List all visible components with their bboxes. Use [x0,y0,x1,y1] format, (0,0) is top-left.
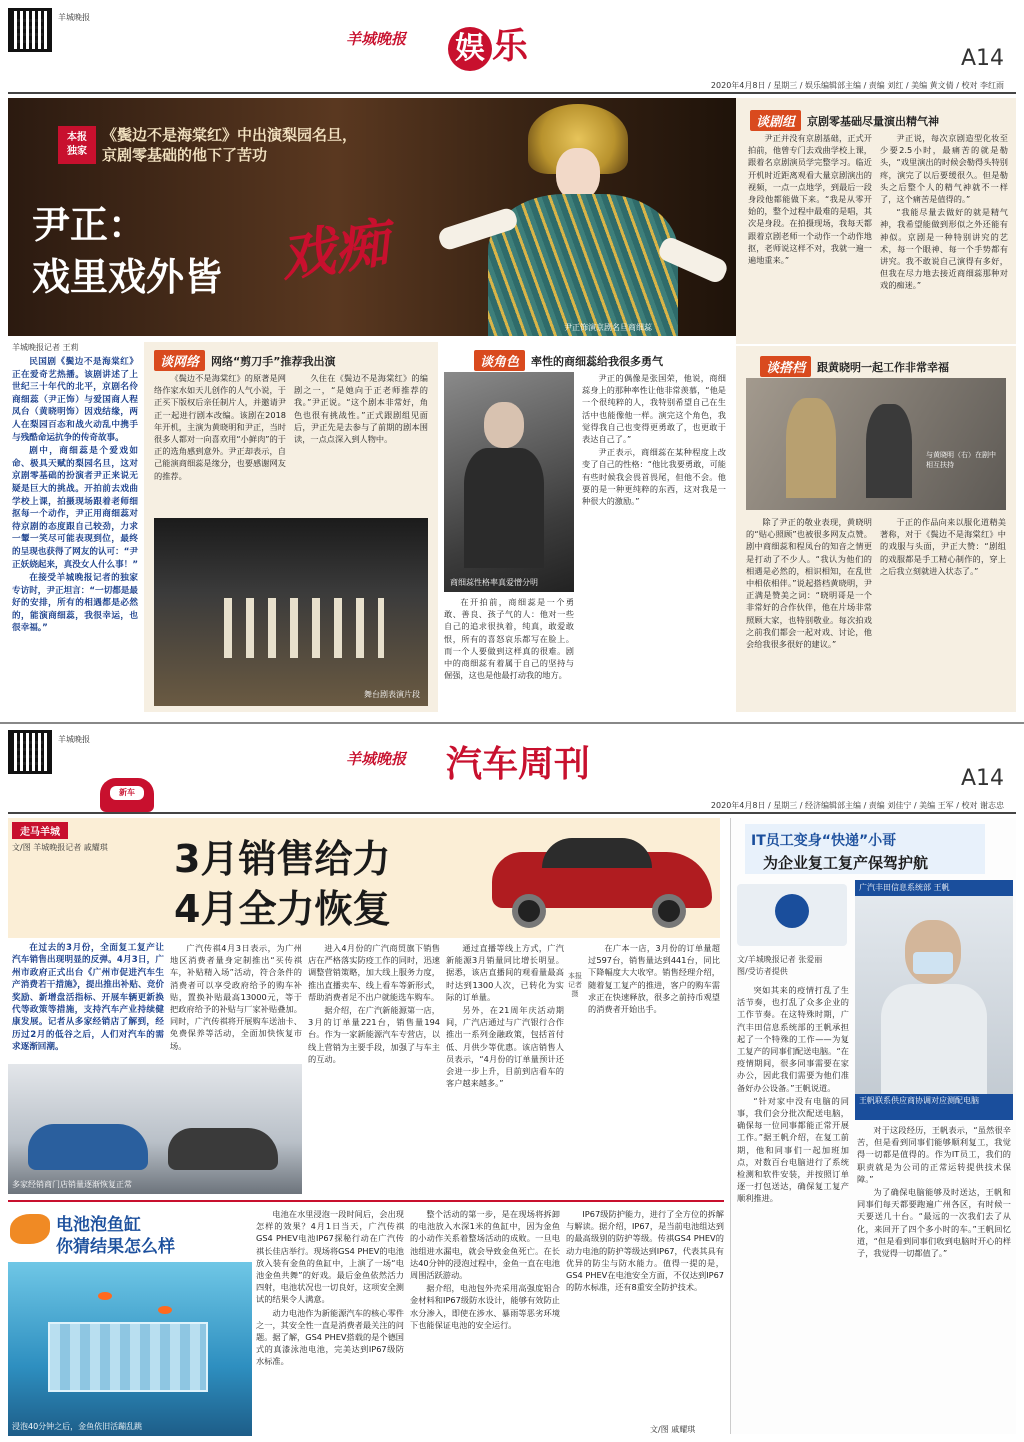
actor-photo [444,372,574,592]
battery-col-3 [566,1208,724,1422]
section-2-tag: 谈网络 [154,350,205,371]
stage-photo-caption: 舞台剧表演片段 [364,690,420,699]
battery-pack-icon [48,1322,208,1392]
section-3-box [444,342,728,712]
section-1-title: 京剧零基础尽量演出精气神 [807,114,940,128]
section-4-text-2: 于正的作品向来以服化道精美著称，对于《鬓边不是海棠红》中的戏服与头面，尹正大赞：“剧组的戏服都是手工精心制作的，穿上之后我立刻就进入状态了。” [880,517,1006,576]
black-car-icon [168,1128,278,1170]
lead-column [12,356,138,708]
headline-1: 3月销售给力 [174,837,391,881]
bottom-rule [8,1200,724,1202]
page-number: A14 [960,46,1004,71]
section-2-col-2 [294,372,428,512]
battery-text-5: IP67级防护能力，进行了全方位的拆解与解读。据介绍，IP67，是当前电池组达到的最高级别的防护等级。传祺GS4 PHEV的动力电池的防护等级达到IP67，代表其具有优异的防尘与防水能力。值得一提的是，GS4 PHEV在电池安全方面，不仅达到IP67的防水标准，还有8重安全防护技术。 [566,1209,724,1293]
dateline: 2020年4月8日 / 星期三 / 娱乐编辑部主编 / 责编 刘红 / 美编 黄文倩 / 校对 李红雨 [710,81,1004,90]
battery-title-2: 你猜结果怎么样 [56,1237,175,1257]
battery-text-3: 整个活动的第一步，是在现场将拆卸的电池放入水深1米的鱼缸中，因为金鱼的小动作关系着整场活动的成败。一旦电池组进水漏电，就会导致金鱼死亡。在长达40分钟的浸泡过程中，金鱼一直在电池周围活跃游动。 [410,1209,560,1281]
section-3-tag: 谈角色 [474,350,525,371]
actor-photo-caption: 商细蕊性格率真爱憎分明 [450,578,538,587]
section-2-head [154,350,335,371]
lead-text-3: 在接受羊城晚报记者的独家专访时，尹正坦言：“一切都是最好的安排，所有的相遇都是必然的，能演商细蕊，我很幸运，也很幸福。” [12,573,138,634]
section-char-badge: 娱 [448,27,492,71]
auto-body-1: 广汽传祺4月3日表示，为广州地区消费者量身定制推出“买传祺车，补贴精入场”活动，符合条件的消费者可以享受政府给予的购车补贴，置换补贴最高13000元，等于把政府给予的补贴与厂家补贴叠加。同时，广汽传祺将开展购车送油卡、免费保养等活动，全面加快恢复市场。 [170,943,302,1051]
it-text-2: “针对家中没有电脑的同事，我们会分批次配送电脑，确保每一位同事都能正常开展工作。”据王帆介绍，在复工前期，他和同事们一起加班加点，对数百台电脑进行了系统检测和软件安装，并按照订单逐一打包送达，确保复工复产顺利推进。 [737,1095,849,1204]
wheel-rear-icon [652,894,686,928]
red-car-photo [482,818,720,938]
badge-line-1: 本报 [67,132,87,143]
section-1-text-2: 尹正说，每次京剧造型化妆至少要2.5小时，最痛苦的就是勒头，“戏里演出的时候会勒得头特别疼，演完了以后要缓很久。但是勒头之后整个人的精气神就不一样了，这个痛苦是值得的。” [880,133,1008,205]
duo-photo-caption: 与黄晓明（右）在剧中相互扶持 [926,451,996,469]
it-logo-illustration [737,884,847,946]
section-1-col-1 [748,132,872,338]
battery-col-1 [256,1208,404,1436]
fish-tank-caption: 浸泡40分钟之后，金鱼依旧活蹦乱跳 [12,1422,143,1431]
section-3-text-3: 尹正表示，商细蕊在某种程度上改变了自己的性格：“他比我要勇敢，可能有些时候我会畏首畏尾，但他不会。他要的是一种更纯粹的东西，这对我是一种很大的激励。” [582,447,726,507]
section-2-col-1 [154,372,286,512]
it-story [730,818,1016,1434]
it-title-2: 为企业复工复产保驾护航 [763,854,929,872]
it-photo-caption: 王帆联系供应商协调对应测配电脑 [855,1094,1013,1120]
auto-lead-text: 在过去的3月份，全面复工复产让汽车销售出现明显的反弹。4月3日，广州市政府正式出台《广州市促进汽车生产消费若干措施》，提出推出补贴、竞价奖励、新增盘活指标、开展车辆更新换代等政策等措施，支持汽车产业持续健康发展。记者从多家经销店了解到，经历过2月的低谷之后，人们对汽车的需求逐渐回潮。 [12,943,164,1053]
battery-title-1: 电池泡鱼缸 [56,1215,141,1235]
auto-col-3 [446,942,564,1192]
main-title-1: 尹正： [32,203,147,247]
auto-byline: 文/图 羊城晚报记者 戚耀琪 [12,843,108,852]
auto-body-3: 据介绍，在广汽新能源第一店，3月的订单量221台，销售量194台。作为一家新能源汽车专营店，以线上营销为主要手段，加强了与车主的互动。 [308,1005,440,1064]
section-1-col-2 [880,132,1008,338]
section-4-title: 跟黄晓明一起工作非常幸福 [817,360,950,374]
section-1-text-3: “我能尽量去做好的就是精气神，我希望能做到形似之外还能有神似。京剧是一种特别讲究的艺术，每一个眼神、每一个手势都有讲究。我不敢说自己演得有多好，但我在尽力地去接近商细蕊那种对戏的痴迷。” [880,207,1008,291]
section-3-text-2: 尹正的偶像是张国荣，他说，商细蕊身上的那种率性让他非常羡慕，“他是一个很纯粹的人，我特别希望自己在生活中也能像他一样。演完这个角色，我觉得我自己也变得更勇敢了，也更敢于表达自己了。” [582,373,726,445]
figure-left-icon [786,398,836,498]
main-title-2: 戏里戏外皆 [32,255,223,299]
section-4-col-2 [880,516,1006,706]
section-title: 娱 乐 [448,18,558,66]
section-2-text-2: 久住在《鬓边不是海棠红》的编剧之一，“是她向于正老师推荐的我。”尹正说。“这个剧本非常好，角色也很有挑战性。”正式跟剧组见面后，尹正先是去参与了前期的剧本围读，一点点深入到人物中。 [294,373,428,445]
battery-text-1: 电池在水里浸泡一段时间后，会出现怎样的效果？4月1日当天，广汽传祺GS4 PHEV电池IP67探秘行动在广汽传祺长佳店举行。现场将GS4 PHEV的电池放入装有金鱼的鱼缸中，上演了一场“电池金鱼共舞”的好戏。最后金鱼依然活力四射，电池状况也一切良好，这项安全测试的结果令人满意。 [256,1209,404,1305]
battery-text-4: 据介绍，电池包外壳采用高强度铝合金材料和IP67级防水设计，能够有效防止水分渗入，即使在涉水、暴雨等恶劣环境下也能保证电池的安全运行。 [410,1283,560,1330]
headline-box [8,818,720,938]
banner-photo-caption: 尹正饰演京剧名旦商细蕊 [564,323,652,332]
page-number: A14 [960,766,1004,791]
auto-col-1 [170,942,302,1064]
it-title-1: IT员工变身“快递”小哥 [751,833,897,849]
auto-col-4 [588,942,720,1192]
fish-1-icon [98,1292,112,1300]
fish-tank-photo [8,1262,252,1436]
face-icon [556,148,600,200]
section-1-box [736,98,1016,344]
auto-col-2 [308,942,440,1192]
exclusive-badge [58,126,96,164]
actor-body-icon [464,448,544,568]
entertainment-page [0,0,1024,716]
section-3-text: 在开拍前，商细蕊是一个勇敢、善良、孩子气的人：他对一些自己的追求很执着，纯真，敢爱敢恨，所有的喜怒哀乐都写在脸上。而一个人要做到这样真的很难。剧中的商细蕊有着属于自己的坚持与倔强，这也是他最打动我的地方。 [444,597,574,681]
wheel-front-icon [512,894,546,928]
it-col-2 [857,1124,1011,1430]
showroom-photo [8,1064,302,1194]
performers-icon [224,598,384,658]
badge-line-2: 独家 [67,146,87,157]
main-title-3: 戏痴 [276,210,393,290]
dateline: 2020年4月8日 / 星期三 / 经济编辑部主编 / 责编 刘佳宁 / 美编 王军 / 校对 谢志忠 [710,801,1004,810]
auto-body-5: 另外，在21周年庆活动期间，广汽店通过与广汽银行合作推出一系列金融政策，包括首付低、月供少等优惠。该店销售人员表示，“4月份的订单量预计还会进一步上升，目前到店看车的客户越来越多。” [446,1005,564,1089]
header-rule [8,812,1016,814]
costume-icon [488,194,678,336]
it-byline: 文/羊城晚报记者 张爱丽 图/受访者提供 [737,955,823,976]
section-1-text: 尹正并没有京剧基础，正式开拍前，他曾专门去戏曲学校上课，跟着名京剧演员学完整学习。临近开机时近距离观看大量京剧演出的视频，一点一点地学，到最后一段身段他都能做下来。“我是从零开始的，整个过程中最难的是唱，其次是身段。在拍摄现场，我每天都跟着京剧老师一个动作一个动作地抠，老师说这样不对，我就一遍一遍地重来。” [748,133,872,266]
headline-2: 4月全力恢复 [174,887,391,931]
section-4-tag: 谈搭档 [760,356,811,377]
figure-right-icon [866,404,912,498]
worker-body-icon [881,984,987,1094]
section-2-title: 网络“剪刀手”推荐我出演 [211,354,336,368]
ent-byline: 羊城晚报记者 王莉 [12,343,79,352]
car-window-icon [542,838,652,868]
section-4-text: 除了尹正的敬业表现，黄晓明的“贴心照顾”也被很多网友点赞。剧中商细蕊和程凤台的知音之情更是打动了不少人。“我认为他们的相遇是必然的，相识相知，在乱世中相依相伴。”说起搭档黄晓明，尹正满是赞美之词：“晓明哥是一个非常好的合作伙伴，他在片场非常照顾大家，也特别敬业。每次拍戏之前我们都会一起对戏、讨论，他会给我很多很好的建议。” [746,517,872,650]
auto-page [0,722,1024,1442]
actor-face-icon [484,402,524,448]
section-2-box [144,342,438,712]
it-title-box [745,824,985,874]
showroom-caption: 多家经销商门店销量逐渐恢复正常 [12,1180,132,1189]
it-text-4: 为了确保电脑能够及时送达，王帆和同事们每天都要跑遍广州各区，有时候一天要送几十台。“最远的一次我们去了从化，来回开了四个多小时的车。”王帆回忆道，“但是看到同事们收到电脑时开心的样子，我觉得一切都值了。” [857,1187,1011,1259]
section-3-title: 率性的商细蕊给我很多勇气 [531,354,664,368]
qr-code-icon[interactable] [8,730,52,774]
stage-photo [154,518,428,706]
qr-caption: 羊城晚报 [58,13,90,22]
it-photo-badge: 广汽丰田信息系统部 王帆 [855,880,1013,896]
newspaper-logo: 羊城晚报 [346,30,407,48]
page-separator [0,722,1024,724]
battery-byline: 文/图 戚耀琪 [650,1425,696,1434]
mask-icon [913,952,953,974]
auto-body-2: 进入4月份的广汽商贸旗下销售店在严格落实防疫工作的同时，迅速调整营销策略，加大线上服务力度，推出直播卖车、线上看车等新形式，帮助消费者足不出户就能选车购车。 [308,943,440,1002]
section-4-col-1 [746,516,872,706]
auto-body-4: 通过直播等线上方式，广汽新能源3月销量同比增长明显。据悉，该店直播间的观看量最高时达到1300人次，已转化为实际的订单量。 [446,943,564,1002]
auto-lead [12,942,164,1058]
opera-figure-photo [428,98,728,336]
car-mascot-label: 新车 [110,786,144,800]
fish-2-icon [158,1306,172,1314]
it-text-3: 对于这段经历，王帆表示，“虽然很辛苦，但是看到同事们能够顺利复工，我觉得一切都是值得的。作为IT员工，我们的职责就是为公司的正常运转提供技术保障。” [857,1125,1011,1184]
header-rule [8,92,1016,94]
it-worker-photo [855,880,1013,1120]
qr-code-icon[interactable] [8,8,52,52]
lead-text: 民国剧《鬓边不是海棠红》正在爱奇艺热播。该剧讲述了上世纪三十年代的北平，京剧名伶商细蕊（尹正饰）与爱国商人程凤台（黄晓明饰）因戏结缘，两人在梨园百态和战火动乱中携手与残酷命运抗争的传奇故事。 [12,357,138,443]
duo-photo [746,378,1006,510]
it-col-1 [737,984,849,1430]
section-1-tag: 谈剧组 [750,110,801,131]
section-3-head [474,350,663,371]
column-tag: 走马羊城 [12,822,68,839]
section-3-col-1 [444,596,574,708]
section-3-col-2 [582,372,726,708]
section-title: 汽车周刊 [446,744,591,785]
banner-headline-1: 《鬓边不是海棠红》中出演梨园名旦， [102,126,358,144]
banner-headline-2: 京剧零基础的他下了苦功 [102,146,268,164]
battery-col-2 [410,1208,560,1436]
blue-suv-icon [28,1124,148,1170]
section-4-box [736,346,1016,712]
goldfish-icon [10,1214,50,1244]
section-1-head [750,110,939,131]
qr-caption: 羊城晚报 [58,735,90,744]
section-2-text: 《鬓边不是海棠红》的原著是网络作家水如天儿创作的人气小说，于正买下版权后亲任制片人，并邀请尹正一起进行剧本改编。该剧在2018年开机，主演为黄晓明和尹正，当时很多人都对一向喜欢用“小鲜肉”的于正的选角感到意外。尹正却表示，自己能演商细蕊是缘分，也要感谢网友的推荐。 [154,373,286,481]
section-4-head [760,356,949,377]
it-logo-icon [775,894,809,928]
photo-credit: 本报记者摄 [568,972,582,998]
banner [8,98,736,336]
auto-body-6: 在广本一店，3月份的订单量超过597台，销售量达到441台，同比下降幅度大大收窄。销售经理介绍，随着复工复产的推进，客户的购车需求正在快速释放，很多之前持币观望的消费者开始出手。 [588,943,720,1015]
it-text-1: 突如其来的疫情打乱了生活节奏，也打乱了众多企业的工作节奏。在这特殊时期，广汽丰田信息系统部的王帆承担起了一个特殊的工作——为复工复产的同事们配送电脑。“在疫情期间，很多同事需要在家办公，因此我们需要为他们准备好办公设备。”王帆说道。 [737,985,849,1093]
newspaper-logo: 羊城晚报 [346,750,407,768]
lead-text-2: 剧中，商细蕊是个爱戏如命、极具天赋的梨园名旦，这对京剧零基础的扮演者尹正来说无疑是巨大的挑战。开拍前去戏曲学校上课，拍摄现场跟着老师细抠每一个动作，尹正用商细蕊对待京剧的态度跟自己较劲，力求一颦一笑尽可能表现到位，最终的呈现也获得了网友的认可：“尹正妖娆起来，真没女人什么事！” [12,446,138,570]
battery-text-2: 动力电池作为新能源汽车的核心零件之一，其安全性一直是消费者最关注的问题。据了解，GS4 PHEV搭载的是个德国式的真漆泳池电池，完美达到IP67级防水标准。 [256,1307,404,1367]
car-mascot-icon [100,778,154,812]
